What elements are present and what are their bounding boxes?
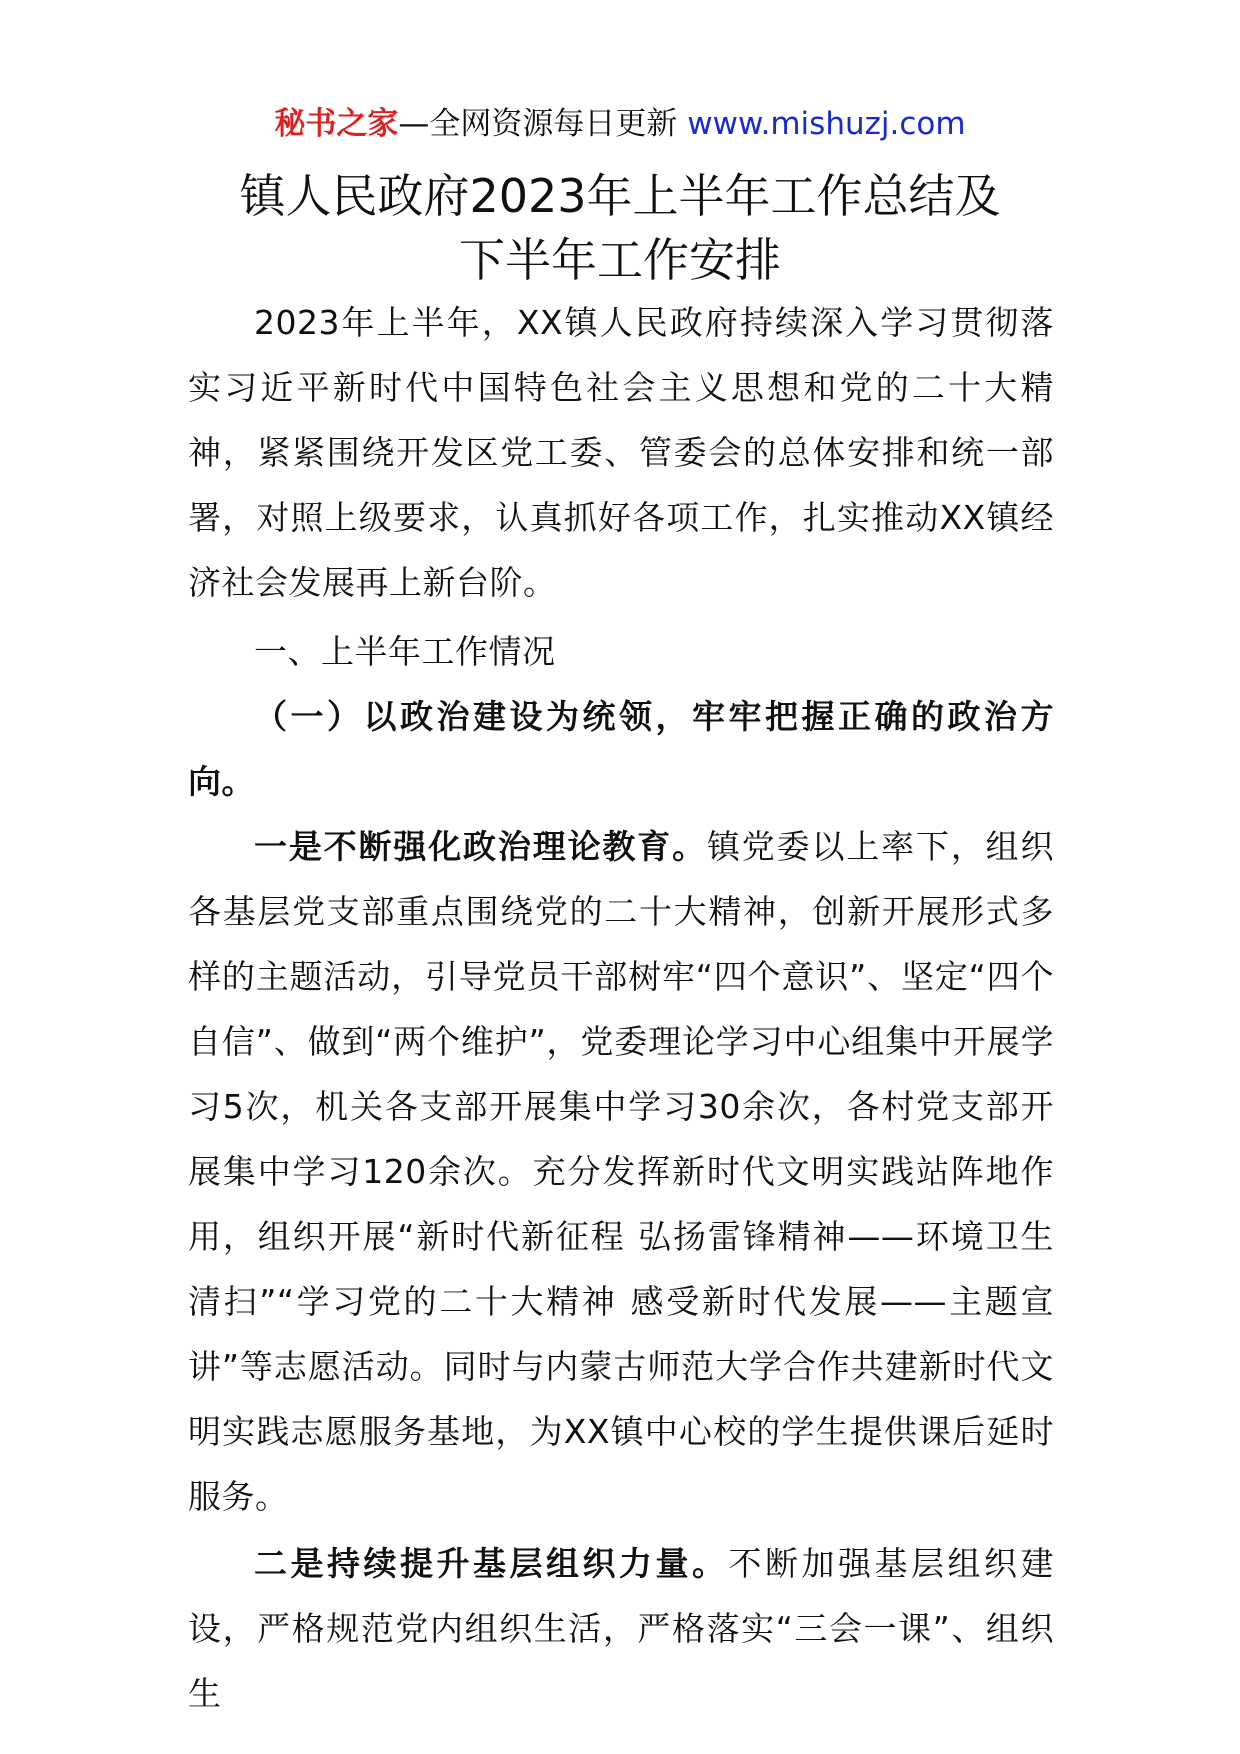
site-slogan: —全网资源每日更新 bbox=[398, 106, 678, 142]
paragraph-2 bbox=[188, 1531, 1054, 1726]
document-body bbox=[188, 290, 1054, 1726]
section-heading: 一、上半年工作情况 bbox=[254, 632, 556, 671]
site-url-link[interactable]: www.mishuzj.com bbox=[687, 106, 966, 142]
paragraph-2-lead: 二是持续提升基层组织力量。 bbox=[254, 1544, 729, 1583]
document-title bbox=[0, 164, 1240, 292]
title-line-1: 镇人民政府2023年上半年工作总结及 bbox=[239, 169, 1001, 223]
paragraph-2-text: 不断加强基层组织建设，严格规范党内组织生活，严格落实“三会一课”、组织生 bbox=[188, 1544, 1054, 1713]
paragraph-1-lead: 一是不断强化政治理论教育。 bbox=[254, 827, 707, 866]
paragraph-1-text: 镇党委以上率下，组织各基层党支部重点围绕党的二十大精神，创新开展形式多样的主题活动，引导党员干部树牢“四个意识”、坚定“四个自信”、做到“两个维护”，党委理论学习中心组集中开展学习5次，机关各支部开展集中学习30余次，各村党支部开展集中学习120余次。充分发挥新时代文明实践站阵地作用，组织开展“新时代新征程 弘扬雷锋精神——环境卫生清扫”“学习党的二十大精神 感受新时代发展——主题宣讲”等志愿活动。同时与内蒙古师范大学合作共建新时代文明实践志愿服务基地，为XX镇中心校的学生提供课后延时服务。 bbox=[188, 827, 1055, 1516]
subsection-heading: （一）以政治建设为统领，牢牢把握正确的政治方向。 bbox=[188, 697, 1054, 801]
site-brand: 秘书之家 bbox=[274, 106, 399, 142]
title-line-2: 下半年工作安排 bbox=[459, 233, 781, 287]
paragraph-1 bbox=[188, 814, 1054, 1529]
intro-paragraph: 2023年上半年，XX镇人民政府持续深入学习贯彻落实习近平新时代中国特色社会主义思想和党的二十大精神，紧紧围绕开发区党工委、管委会的总体安排和统一部署，对照上级要求，认真抓好各项工作，扎实推动XX镇经济社会发展再上新台阶。 bbox=[188, 303, 1054, 602]
site-header bbox=[0, 104, 1240, 144]
